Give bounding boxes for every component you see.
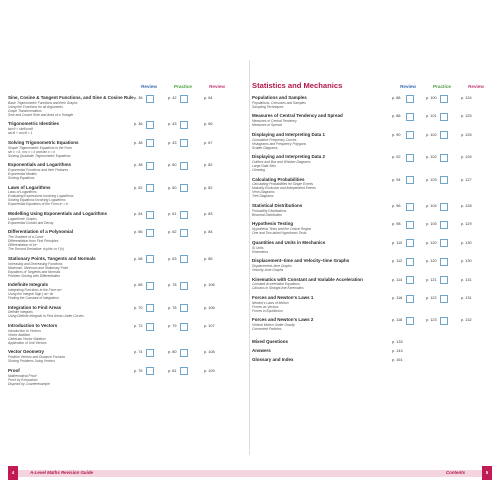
- column-header-review: Review: [141, 84, 157, 89]
- entry-subtopic: Laws of Logarithms: [8, 190, 37, 195]
- entry-subtopic: Increasing and Decreasing Functions: [8, 261, 63, 266]
- checkbox[interactable]: [406, 317, 414, 325]
- entry-subtopic: Basic Trigonometric Functions and their Graphs: [8, 100, 78, 105]
- entry-subtopic: One and Two-tailed Hypothesis Tests: [252, 231, 307, 236]
- checkbox[interactable]: [406, 154, 414, 162]
- entry-title: Exponentials and Logarithms: [8, 162, 72, 168]
- entry-subtopic: SI Units: [252, 245, 264, 250]
- checkbox[interactable]: [406, 276, 414, 284]
- entry-subtopic: Proof by Exhaustion: [8, 377, 38, 382]
- entry-subtopic: Tree Diagrams: [252, 194, 274, 199]
- checkbox[interactable]: [146, 282, 154, 290]
- checkbox[interactable]: [180, 282, 188, 290]
- column-header-review-2: Review: [209, 84, 225, 89]
- entry-subtopic: Calculating Probabilities for Single Events: [252, 182, 314, 187]
- page-ref-p3: p. 82: [204, 185, 213, 190]
- page-ref-p1: p. 72: [134, 324, 143, 328]
- checkbox[interactable]: [146, 367, 154, 375]
- entry-subtopic: Integrating Functions in the Form axⁿ: [8, 287, 62, 292]
- page-ref-p1: p. 38: [134, 163, 143, 168]
- entry-subtopic: Measures of Spread: [252, 123, 282, 128]
- checkbox[interactable]: [146, 162, 154, 170]
- page-ref-p3: p. 109: [204, 368, 215, 373]
- entry-title: Sine, Cosine & Tangent Functions, and Sine & Cosine Rule: [8, 95, 134, 100]
- page-ref-p2: p. 60: [168, 163, 177, 168]
- checkbox[interactable]: [146, 304, 154, 312]
- page-ref-p1: p. 161: [392, 357, 403, 362]
- entry-subtopic: Differentiation from First Principles: [8, 239, 59, 244]
- page-ref-p1: p. 52: [134, 185, 143, 190]
- checkbox[interactable]: [146, 95, 154, 103]
- page-ref-p3: p. 131: [461, 296, 472, 300]
- entry-subtopic: The Second Derivative: d²y/dx² or f''(x): [8, 247, 65, 252]
- page-ref-p1: p. 74: [134, 350, 143, 355]
- checkbox[interactable]: [440, 203, 448, 211]
- checkbox[interactable]: [440, 239, 448, 247]
- entry-subtopic: Velocity–time Graphs: [252, 267, 284, 272]
- checkbox[interactable]: [406, 95, 414, 103]
- page-ref-p1: p. 116: [392, 296, 403, 300]
- checkbox[interactable]: [406, 131, 414, 139]
- page-ref-p3: p. 129: [461, 222, 472, 227]
- page-ref-p2: p. 62: [168, 230, 177, 235]
- page-ref-p2: p. 78: [168, 283, 177, 288]
- entry-subtopic: Forces as Vectors: [252, 304, 279, 309]
- checkbox[interactable]: [440, 95, 448, 103]
- page-ref-p1: p. 54: [134, 212, 143, 216]
- page-ref-p1: p. 38: [134, 140, 143, 145]
- entry-subtopic: Outliers and Box and Whisker Diagrams: [252, 159, 311, 164]
- checkbox[interactable]: [440, 295, 448, 303]
- page-ref-p2: p. 42: [168, 96, 177, 100]
- page-ref-p2: p. 121: [426, 277, 437, 282]
- entry-subtopic: Exponential Growth and Decay: [8, 220, 54, 225]
- entry-subtopic: Exponential Functions and their Features: [8, 167, 69, 172]
- entry-subtopic: Equations of Tangents and Normals: [8, 269, 61, 274]
- page-ref-p2: p. 120: [426, 259, 437, 264]
- entry-subtopic: Differentiation of kxⁿ: [8, 243, 38, 248]
- entry-title: Glossary and Index: [252, 356, 294, 362]
- checkbox[interactable]: [180, 184, 188, 192]
- page-ref-p3: p. 127: [461, 177, 472, 182]
- checkbox[interactable]: [180, 304, 188, 312]
- page-ref-p1: p. 98: [392, 222, 401, 227]
- entry-subtopic: Scatter Diagrams: [252, 145, 278, 150]
- page-ref-p3: p. 106: [204, 283, 215, 288]
- entry-subtopic: Disproof by Counterexample: [8, 381, 50, 386]
- entry-subtopic: Sampling Techniques: [252, 104, 284, 109]
- page-ref-p3: p. 82: [204, 163, 213, 168]
- checkbox[interactable]: [406, 113, 414, 121]
- entry-title: Indefinite Integrals: [8, 282, 49, 288]
- checkbox[interactable]: [146, 323, 154, 331]
- checkbox[interactable]: [146, 139, 154, 147]
- page-ref-p3: p. 128: [461, 204, 472, 208]
- checkbox[interactable]: [440, 176, 448, 184]
- page-ref-p1: p. 110: [392, 240, 403, 245]
- checkbox[interactable]: [440, 154, 448, 162]
- entry-subtopic: Solving Problems Using Vectors: [8, 359, 55, 364]
- page-ref-p2: p. 79: [168, 324, 177, 328]
- page-ref-p1: p. 36: [134, 96, 143, 100]
- column-header-review-2: Review: [468, 84, 484, 89]
- entry-title: Vector Geometry: [8, 349, 45, 355]
- checkbox[interactable]: [146, 121, 154, 129]
- entry-title: Integration to Find Areas: [8, 304, 62, 310]
- entry-subtopic: Sine and Cosine Rule and Area of a Triangle: [8, 112, 74, 117]
- entry-title: Displaying and Interpreting Data 2: [252, 154, 326, 160]
- page-ref-p2: p. 101: [426, 114, 437, 119]
- entry-subtopic: Mathematical Proof: [8, 373, 37, 378]
- page-ref-p1: p. 58: [134, 256, 143, 261]
- checkbox[interactable]: [406, 221, 414, 229]
- entry-subtopic: Using the Functions for all Arguments: [8, 104, 63, 109]
- page-ref-p1: p. 118: [392, 318, 403, 323]
- checkbox[interactable]: [440, 113, 448, 121]
- entry-subtopic: Evaluating Expressions Involving Logarithms: [8, 194, 74, 199]
- entry-subtopic: Binomial Distribution: [252, 212, 283, 217]
- entry-subtopic: tan θ = sinθ/cosθ: [8, 127, 33, 132]
- page-ref-p2: p. 103: [426, 177, 437, 182]
- page-ref-p3: p. 108: [204, 350, 215, 355]
- entry-subtopic: Introduction to Vectors: [8, 328, 41, 333]
- checkbox[interactable]: [180, 121, 188, 129]
- entry-subtopic: Cleaning: [252, 167, 266, 172]
- page-ref-p2: p. 123: [426, 318, 437, 323]
- checkbox[interactable]: [180, 349, 188, 357]
- page-ref-p3: p. 130: [461, 259, 472, 264]
- page-ref-p3: p. 66: [204, 122, 213, 127]
- checkbox[interactable]: [406, 176, 414, 184]
- entry-subtopic: Mutually Exclusive and Independent Events: [252, 186, 316, 191]
- checkbox[interactable]: [406, 203, 414, 211]
- right-page: [250, 0, 500, 500]
- checkbox[interactable]: [440, 276, 448, 284]
- entry-subtopic: Finding the Constant of Integration: [8, 295, 59, 300]
- page-ref-p3: p. 131: [461, 277, 472, 282]
- page-ref-p1: p. 36: [134, 122, 143, 127]
- page-ref-p1: p. 114: [392, 277, 403, 282]
- page-ref-p3: p. 84: [204, 230, 213, 235]
- page-ref-p2: p. 105: [426, 222, 437, 227]
- page-ref-p2: p. 81: [168, 368, 177, 373]
- entry-subtopic: Problem Solving with Differentiation: [8, 273, 61, 278]
- page-ref-p2: p. 63: [168, 256, 177, 261]
- entry-title: Proof: [8, 367, 20, 373]
- checkbox[interactable]: [146, 255, 154, 263]
- entry-subtopic: Logarithmic Graphs: [8, 216, 37, 221]
- checkbox[interactable]: [146, 229, 154, 237]
- entry-subtopic: Graph Transformations: [8, 108, 42, 113]
- checkbox[interactable]: [440, 317, 448, 325]
- entry-subtopic: Hypothesis Tests and the Critical Region: [252, 227, 312, 232]
- checkbox[interactable]: [180, 139, 188, 147]
- page-ref-p2: p. 43: [168, 140, 177, 145]
- page-ref-p2: p. 120: [426, 240, 437, 245]
- entry-subtopic: The Gradient of a Curve: [8, 235, 44, 240]
- page-ref-p2: p. 102: [426, 132, 437, 137]
- entry-title: Laws of Logarithms: [8, 184, 51, 190]
- entry-subtopic: Maximum, Minimum and Stationary Point: [8, 265, 69, 270]
- entry-title: Displacement–time and Velocity–time Graphs: [252, 258, 350, 264]
- checkbox[interactable]: [406, 258, 414, 266]
- entry-subtopic: Exponential Equations of the Form aˣ = b: [8, 202, 69, 207]
- entry-subtopic: Calculus in Straight-line Kinematics: [252, 286, 304, 291]
- page-ref-p1: p. 76: [134, 368, 143, 373]
- entry-title: Statistical Distributions: [252, 203, 303, 208]
- entry-title: Stationary Points, Tangents and Normals: [8, 255, 96, 261]
- entry-subtopic: Populations, Censuses and Samples: [252, 100, 306, 105]
- page-ref-p2: p. 104: [426, 204, 437, 208]
- page-ref-p2: p. 60: [168, 185, 177, 190]
- entry-subtopic: Simple Trigonometric Equations in the Form: [8, 145, 73, 150]
- page-ref-p3: p. 85: [204, 256, 213, 261]
- entry-title: Modelling Using Exponentials and Logarithms: [8, 211, 108, 216]
- entry-subtopic: Using Definite Integrals to Find Areas Under Curves: [8, 314, 84, 319]
- page-number: 5: [485, 470, 489, 475]
- page-ref-p1: p. 68: [134, 283, 143, 288]
- entry-title: Introduction to Vectors: [8, 323, 58, 328]
- checkbox[interactable]: [440, 131, 448, 139]
- page-ref-p1: p. 112: [392, 259, 403, 264]
- page-ref-p1: p. 92: [392, 155, 401, 160]
- page-ref-p1: p. 88: [392, 114, 401, 119]
- page-ref-p3: p. 83: [204, 212, 213, 216]
- entry-title: Hypothesis Testing: [252, 221, 294, 227]
- checkbox[interactable]: [180, 211, 188, 219]
- entry-subtopic: Solving Quadratic Trigonometric Equations: [8, 153, 71, 158]
- entry-subtopic: Using the Integral Sign ∫ axⁿ dx: [8, 291, 54, 296]
- page-ref-p3: p. 125: [461, 114, 472, 119]
- entry-title: Measures of Central Tendency and Spread: [252, 113, 343, 119]
- checkbox[interactable]: [146, 184, 154, 192]
- entry-title: Populations and Samples: [252, 95, 307, 100]
- checkbox[interactable]: [180, 229, 188, 237]
- entry-title: Trigonometric Identities: [8, 121, 60, 127]
- column-header-practice: Practice: [433, 84, 451, 89]
- page-ref-p1: p. 94: [392, 177, 401, 182]
- page-ref-p2: p. 78: [168, 305, 177, 310]
- entry-subtopic: Application of Unit Vectors: [8, 340, 47, 345]
- page-ref-p2: p. 43: [168, 122, 177, 127]
- entry-subtopic: Connected Particles: [252, 327, 282, 332]
- page-ref-p2: p. 122: [426, 296, 437, 300]
- checkbox[interactable]: [406, 295, 414, 303]
- entry-title: Mixed Questions: [252, 338, 289, 344]
- entry-title: Calculating Probabilities: [252, 176, 305, 182]
- checkbox[interactable]: [180, 367, 188, 375]
- footer-book-title: A-Level Maths Revision Guide: [30, 470, 93, 475]
- entry-subtopic: Newton's Laws of Motion: [252, 300, 289, 305]
- entry-subtopic: Cartesian Vector Notation: [8, 336, 46, 341]
- entry-title: Quantities and Units in Mechanics: [252, 239, 326, 245]
- checkbox[interactable]: [440, 221, 448, 229]
- page-ref-p1: p. 70: [134, 305, 143, 310]
- page-ref-p2: p. 100: [426, 96, 437, 100]
- page-ref-p3: p. 126: [461, 155, 472, 160]
- entry-subtopic: Kinematics: [252, 249, 269, 254]
- checkbox[interactable]: [146, 349, 154, 357]
- entry-title: Displaying and Interpreting Data 1: [252, 131, 326, 137]
- page-ref-p3: p. 67: [204, 140, 213, 145]
- page-ref-p2: p. 61: [168, 212, 177, 216]
- column-header-practice: Practice: [174, 84, 192, 89]
- entry-subtopic: Large Data Sets: [252, 163, 276, 168]
- column-header-review: Review: [400, 84, 416, 89]
- entry-title: Solving Trigonometric Equations: [8, 139, 79, 145]
- checkbox[interactable]: [146, 211, 154, 219]
- entry-title: Forces and Newton's Laws 1: [252, 295, 314, 300]
- entry-subtopic: Forces in Equilibrium: [252, 308, 283, 313]
- page-ref-p3: p. 106: [204, 305, 215, 310]
- page-ref-p2: p. 102: [426, 155, 437, 160]
- entry-title: Forces and Newton's Laws 2: [252, 317, 314, 323]
- page-ref-p3: p. 64: [204, 96, 213, 100]
- checkbox[interactable]: [180, 323, 188, 331]
- entry-subtopic: Venn Diagrams: [252, 190, 275, 195]
- footer-section-title: Contents: [446, 470, 466, 475]
- entry-title: Differentiation of a Polynomial: [8, 229, 74, 235]
- entry-subtopic: Solving Equations Involving Logarithms: [8, 198, 66, 203]
- checkbox[interactable]: [180, 162, 188, 170]
- page-number: 4: [11, 470, 15, 475]
- entry-subtopic: Vector Addition: [8, 332, 31, 337]
- entry-subtopic: sin x = k, cos x = k and tan x = k: [8, 149, 56, 154]
- section-title-statistics-mechanics: Statistics and Mechanics: [252, 81, 343, 90]
- entry-subtopic: Histograms and Frequency Polygons: [252, 141, 307, 146]
- checkbox[interactable]: [180, 95, 188, 103]
- entry-title: Kinematics with Constant and Variable Acceleration: [252, 276, 363, 282]
- checkbox[interactable]: [180, 255, 188, 263]
- checkbox[interactable]: [406, 239, 414, 247]
- entry-subtopic: Displacement–time Graphs: [252, 263, 292, 268]
- entry-subtopic: Definite Integrals: [8, 310, 33, 315]
- page-ref-p1: p. 133: [392, 339, 403, 344]
- entry-subtopic: Cumulative Frequency Curves: [252, 137, 297, 142]
- page-ref-p1: p. 90: [392, 132, 401, 137]
- entry-subtopic: Position Vectors and Distance Formula: [8, 355, 65, 360]
- entry-subtopic: sin²θ + cos²θ = 1: [8, 131, 33, 136]
- entry-subtopic: Probability Distributions: [252, 208, 287, 213]
- page-ref-p2: p. 80: [168, 350, 177, 355]
- entry-subtopic: Constant Acceleration Equations: [252, 282, 300, 287]
- page-ref-p1: p. 88: [392, 96, 401, 100]
- page-ref-p1: p. 143: [392, 348, 403, 353]
- entry-subtopic: Exponential Models: [8, 171, 37, 176]
- page-ref-p1: p. 56: [134, 230, 143, 235]
- page-ref-p3: p. 130: [461, 240, 472, 245]
- page-ref-p3: p. 107: [204, 324, 215, 328]
- page-ref-p3: p. 132: [461, 318, 472, 323]
- entry-subtopic: Solving Equations: [8, 175, 35, 180]
- page-ref-p3: p. 126: [461, 132, 472, 137]
- page-ref-p3: p. 124: [461, 96, 472, 100]
- entry-subtopic: Measures of Central Tendency: [252, 119, 297, 124]
- entry-subtopic: Vertical Motion Under Gravity: [252, 323, 295, 328]
- checkbox[interactable]: [440, 258, 448, 266]
- entry-title: Answers: [252, 347, 271, 353]
- page-ref-p1: p. 96: [392, 204, 401, 208]
